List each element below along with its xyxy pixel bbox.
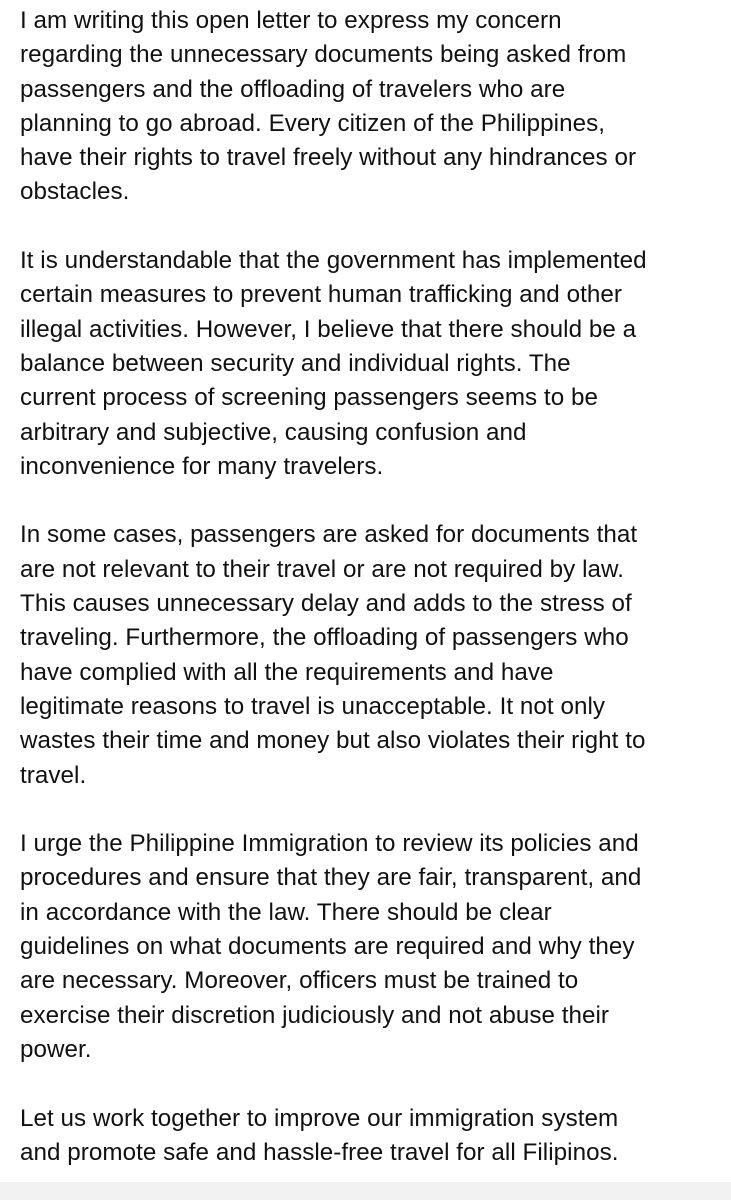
paragraph-line: are not relevant to their travel or are not required by law. (20, 555, 624, 583)
paragraph-line: have their rights to travel freely without any hindrances or (20, 144, 637, 172)
paragraph-line: certain measures to prevent human trafficking and other (20, 281, 622, 309)
paragraph-line: illegal activities. However, I believe that there should be a (20, 315, 637, 343)
paragraph-line: This causes unnecessary delay and adds to the stress of (20, 590, 632, 618)
paragraph-2 (20, 244, 720, 484)
paragraph-line: arbitrary and subjective, causing confusion and (20, 418, 527, 446)
bottom-edge-strip (0, 1182, 731, 1200)
paragraph-line: guidelines on what documents are required and why they (20, 933, 635, 961)
paragraph-line: planning to go abroad. Every citizen of the Philippines, (20, 109, 606, 137)
paragraph-line: obstacles. (20, 178, 130, 206)
paragraph-line: power. (20, 1035, 92, 1063)
paragraph-1 (20, 4, 720, 210)
letter-body (20, 4, 720, 1170)
paragraph-5 (20, 1102, 720, 1171)
paragraph-3 (20, 518, 720, 792)
paragraph-line: wastes their time and money but also violates their right to (20, 727, 646, 755)
paragraph-4 (20, 827, 720, 1067)
paragraph-line: procedures and ensure that they are fair, transparent, and (20, 864, 642, 892)
paragraph-line: have complied with all the requirements and have (20, 658, 554, 686)
paragraph-line: regarding the unnecessary documents being asked from (20, 41, 627, 69)
paragraph-line: traveling. Furthermore, the offloading of passengers who (20, 624, 629, 652)
paragraph-line: Let us work together to improve our immigration system (20, 1104, 619, 1132)
paragraph-line: I am writing this open letter to express my concern (20, 7, 562, 34)
paragraph-line: current process of screening passengers seems to be (20, 384, 598, 412)
paragraph-line: legitimate reasons to travel is unacceptable. It not only (20, 692, 606, 720)
paragraph-line: inconvenience for many travelers. (20, 452, 384, 480)
paragraph-line: I urge the Philippine Immigration to review its policies and (20, 830, 639, 858)
paragraph-line: passengers and the offloading of travelers who are (20, 75, 566, 103)
paragraph-line: travel. (20, 761, 87, 789)
paragraph-line: in accordance with the law. There should be clear (20, 898, 552, 926)
paragraph-line: It is understandable that the government has implemented (20, 247, 647, 275)
paragraph-line: are necessary. Moreover, officers must be trained to (20, 967, 579, 995)
paragraph-line: exercise their discretion judiciously and not abuse their (20, 1001, 610, 1029)
paragraph-line: balance between security and individual rights. The (20, 349, 571, 377)
paragraph-line: In some cases, passengers are asked for documents that (20, 521, 638, 549)
paragraph-line: and promote safe and hassle-free travel for all Filipinos. (20, 1138, 619, 1166)
